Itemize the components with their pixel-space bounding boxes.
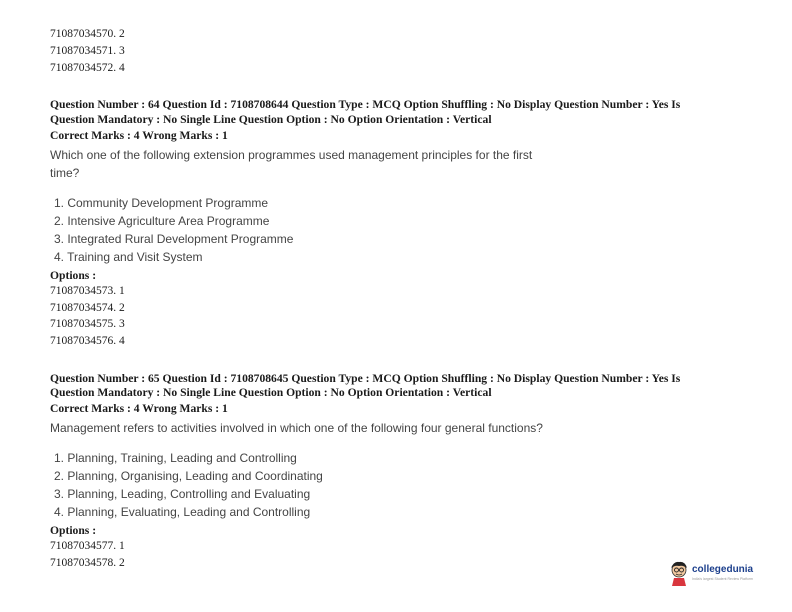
option-line: 71087034570. 2	[50, 28, 125, 40]
mascot-icon	[668, 560, 690, 586]
question-marks: Correct Marks : 4 Wrong Marks : 1	[50, 129, 228, 142]
question-header: Question Number : 64 Question Id : 7108708644 Question Type : MCQ Option Shuffling : No Display Question Number : Yes Is	[50, 98, 681, 111]
logo-wordmark: collegedunia	[692, 564, 754, 575]
option-line: 71087034574. 2	[50, 302, 125, 314]
option-line: 71087034575. 3	[50, 318, 125, 330]
options-label: Options :	[50, 524, 97, 537]
question-text: Which one of the following extension programmes used management principles for the first	[50, 148, 533, 162]
option-line: 71087034571. 3	[50, 45, 125, 57]
question-text: Management refers to activities involved in which one of the following four general functions?	[50, 421, 543, 435]
answer-choice: 2. Intensive Agriculture Area Programme	[54, 214, 270, 228]
option-line: 71087034576. 4	[50, 335, 125, 347]
options-label: Options :	[50, 269, 97, 282]
question-marks: Correct Marks : 4 Wrong Marks : 1	[50, 402, 228, 415]
answer-choice: 1. Planning, Training, Leading and Controlling	[54, 451, 297, 465]
question-header: Question Mandatory : No Single Line Question Option : No Option Orientation : Vertical	[50, 113, 492, 126]
answer-choice: 3. Integrated Rural Development Programme	[54, 232, 294, 246]
answer-choice: 4. Planning, Evaluating, Leading and Controlling	[54, 505, 311, 519]
option-line: 71087034572. 4	[50, 62, 125, 74]
option-line: 71087034573. 1	[50, 285, 125, 297]
logo-tagline: India's largest Student Review Platform	[692, 577, 753, 581]
answer-choice: 4. Training and Visit System	[54, 250, 203, 264]
answer-choice: 2. Planning, Organising, Leading and Coordinating	[54, 469, 323, 483]
question-header: Question Mandatory : No Single Line Question Option : No Option Orientation : Vertical	[50, 386, 492, 399]
collegedunia-logo	[668, 560, 760, 588]
option-line: 71087034578. 2	[50, 557, 125, 569]
question-text: time?	[50, 166, 80, 180]
question-header: Question Number : 65 Question Id : 7108708645 Question Type : MCQ Option Shuffling : No Display Question Number : Yes Is	[50, 372, 681, 385]
option-line: 71087034577. 1	[50, 540, 125, 552]
answer-choice: 3. Planning, Leading, Controlling and Evaluating	[54, 487, 311, 501]
answer-choice: 1. Community Development Programme	[54, 196, 269, 210]
